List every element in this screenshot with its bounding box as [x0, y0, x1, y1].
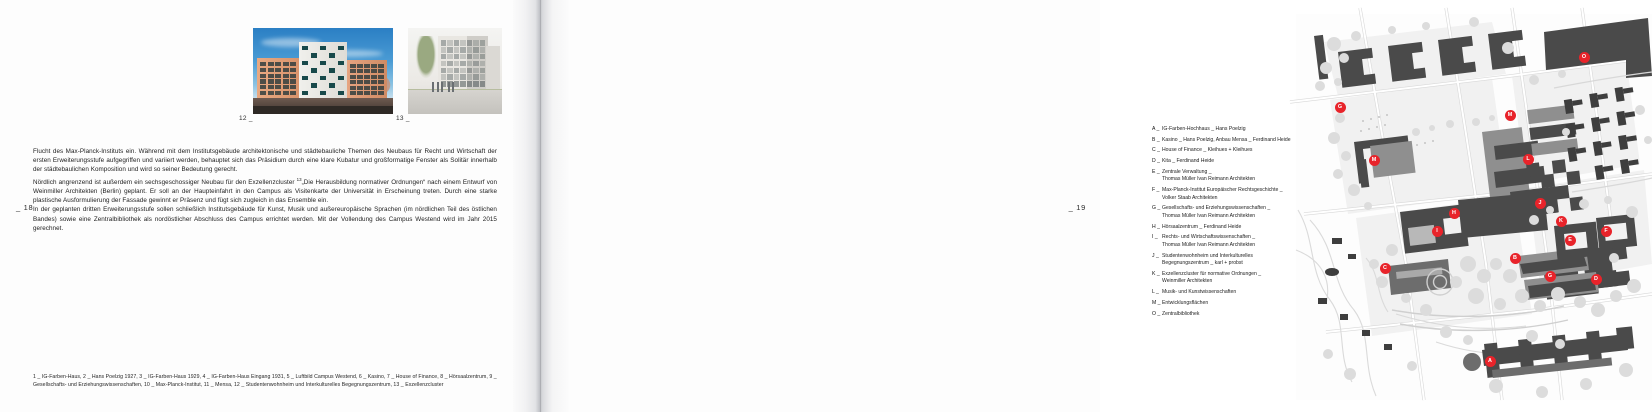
legend-item: [1152, 126, 1310, 134]
legend-item: [1152, 187, 1310, 202]
legend-key: H _: [1152, 223, 1160, 230]
body-paragraph-2-text: Nördlich angrenzend ist außerdem ein sechsgeschossiger Neubau für den Exzellenzcluster $^{13}$„Die Herausbildung normativer Ordnungen“ nach einem Entwurf von Weinmiller Architekten (Berlin) geplant. Er soll an der Haupteinfahrt in den Campus als Visitenkarte der Universität in Erscheinung treten. Durch eine starke plastische Ausformulierung der Fassade gewinnt er Präsenz und fügt sich zugleich in das Ensemble ein.: [33, 176, 498, 205]
legend-item: [1152, 147, 1310, 155]
building-right: [347, 60, 387, 100]
legend-key: F _: [1152, 187, 1160, 194]
building-center: [299, 42, 347, 100]
legend-item: [1152, 311, 1310, 319]
legend-label: Hörsaalzentrum _ Ferdinand Heide: [1162, 223, 1242, 230]
map-marker-A[interactable]: A: [1485, 356, 1496, 367]
window-grid: [350, 64, 384, 95]
legend-item: [1152, 137, 1310, 145]
figures-people: [432, 81, 458, 92]
map-marker-C[interactable]: C: [1380, 263, 1391, 274]
body-paragraph-3: In der geplanten dritten Erweiterungsstufe sollen schließlich Institutsgebäude für Kunst, Musik und außereuropäische Sprachen (im nördlichen Teil des östlichen Bandes) sowie eine Zentralbibliothek als nordöstlicher Abschluss des Campus errichtet werden. Mit der Vollendung des Campus Westend wird im Jahr 2015 gerechnet.: [33, 206, 497, 232]
map-marker-D[interactable]: D: [1591, 274, 1602, 285]
map-marker-M-2[interactable]: M: [1505, 110, 1516, 121]
legend-label: Kasino _ Hans Poelzig, Anbau Mensa _ Ferdinand Heide: [1162, 136, 1291, 143]
legend-key: K _: [1152, 270, 1160, 277]
legend-label: Max-Planck-Institut Europäischer Rechtsgeschichte _ Volker Staab Architekten: [1162, 187, 1283, 201]
legend-key: I _: [1152, 234, 1158, 241]
plaza: [408, 90, 502, 114]
map-marker-O[interactable]: O: [1579, 52, 1590, 63]
map-marker-L[interactable]: L: [1523, 154, 1534, 165]
legend-key: B _: [1152, 136, 1160, 143]
legend-item: [1152, 253, 1310, 268]
figure-12-photo: [253, 28, 393, 114]
map-marker-G-2[interactable]: G: [1545, 271, 1556, 282]
legend-key: L _: [1152, 289, 1159, 296]
legend-label: Exzellenzcluster für normative Ordnungen _ Weinmiller Architekten: [1162, 270, 1262, 285]
folio-left: _ 18: [16, 203, 34, 212]
legend-key: A _: [1152, 126, 1160, 132]
legend-item: [1152, 158, 1310, 166]
legend-key: O _: [1152, 310, 1161, 317]
figure-13-render: [408, 28, 502, 114]
legend-key: M _: [1152, 299, 1161, 306]
legend-label: Kita _ Ferdinand Heide: [1162, 158, 1215, 165]
map-marker-B[interactable]: B: [1510, 253, 1521, 264]
legend-label: Zentralbibliothek: [1162, 310, 1200, 317]
legend-label: IG-Farben-Hochhaus _ Hans Poelzig: [1162, 126, 1246, 132]
legend-item: [1152, 205, 1310, 220]
footnote-reference: 13: [296, 176, 302, 182]
body-paragraph-1: Flucht des Max-Planck-Instituts ein. Während mit dem Institutsgebäude architektonische und städtebauliche Themen des Neubaus für Recht und Wirtschaft der ersten Erweiterungsstufe aufgegriffen und variiert werden, behauptet sich das Präsidium durch eine klare Kubatur und großformatige Fenster als Solitär innerhalb der städtebaulichen Komposition und wird so seiner Bedeutung gerecht.: [33, 148, 497, 174]
map-marker-K[interactable]: K: [1556, 216, 1567, 227]
legend-key: J _: [1152, 252, 1159, 259]
legend-label: House of Finance _ Kleihues + Kleihues: [1162, 147, 1253, 154]
body-text-column: [33, 147, 497, 233]
folio-right: _ 19: [1068, 203, 1086, 212]
figure-credits-footnote: 1 _ IG-Farben-Haus, 2 _ Hans Poelzig 1927, 3 _ IG-Farben-Haus 1929, 4 _ IG-Farben-Haus Eingang 1931, 5 _ Luftbild Campus Westend, 6 _ Kasino, 7 _ House of Finance, 8 _ Hörsaalzentrum, 9 _ Gesellschafts- und Erziehungswissenschaften, 10 _ Max-Planck-Institut, 11 _ Mensa, 12 _ Studentenwohnheim und Interkulturelles Begegnungszentrum, 13 _ Exzellenzcluster: [33, 374, 497, 389]
legend-item: [1152, 169, 1310, 184]
legend-key: E _: [1152, 168, 1160, 175]
book-gutter: [513, 0, 569, 412]
legend-label: Musik- und Kunstwissenschaften: [1162, 289, 1237, 296]
legend-key: C _: [1152, 147, 1160, 154]
tree: [414, 36, 438, 82]
map-svg: [1296, 14, 1652, 400]
legend-label: Zentrale Verwaltung _ Thomas Müller Ivan Reimann Architekten: [1162, 168, 1256, 183]
map-marker-E[interactable]: E: [1565, 235, 1576, 246]
legend-item: [1152, 224, 1310, 232]
facade-grid: [441, 40, 485, 87]
figure-13-caption: 13 _: [396, 115, 410, 122]
map-marker-M[interactable]: M: [1369, 155, 1380, 166]
legend-key: D _: [1152, 158, 1160, 165]
adjacent-building: [486, 46, 500, 92]
map-marker-F[interactable]: F: [1601, 226, 1612, 237]
window-grid: [302, 46, 344, 95]
hoersaalzentrum: [1458, 192, 1548, 238]
gutter-fold-line: [540, 0, 541, 412]
map-marker-J[interactable]: J: [1535, 198, 1546, 209]
legend-label: Studentenwohnheim und Interkulturelles Begegnungszentrum _ karl + probst: [1162, 252, 1253, 267]
legend-item: [1152, 289, 1310, 297]
map-marker-I[interactable]: I: [1432, 226, 1443, 237]
legend-item: [1152, 300, 1310, 308]
legend-label: Rechts- und Wirtschaftswissenschaften _ Thomas Müller Ivan Reimann Architekten: [1162, 234, 1256, 248]
legend-label: Entwicklungsflächen: [1162, 299, 1209, 306]
legend-item: [1152, 234, 1310, 249]
right-page: [563, 0, 1608, 412]
figure-12-caption: 12 _: [239, 115, 253, 122]
body-paragraph-2: [33, 175, 497, 206]
road: [253, 106, 393, 114]
building-left: [257, 58, 299, 100]
window-grid: [260, 62, 296, 95]
left-page: [0, 0, 520, 412]
legend-label: Gesellschafts- und Erziehungswissenschaften _ Thomas Müller Ivan Reimann Architekten: [1162, 205, 1271, 219]
site-plan-legend: [1152, 126, 1310, 321]
map-marker-G[interactable]: G: [1335, 102, 1346, 113]
legend-key: G _: [1152, 205, 1161, 212]
site-plan-map: [1296, 14, 1652, 400]
legend-item: [1152, 271, 1310, 286]
map-marker-H[interactable]: H: [1449, 208, 1460, 219]
